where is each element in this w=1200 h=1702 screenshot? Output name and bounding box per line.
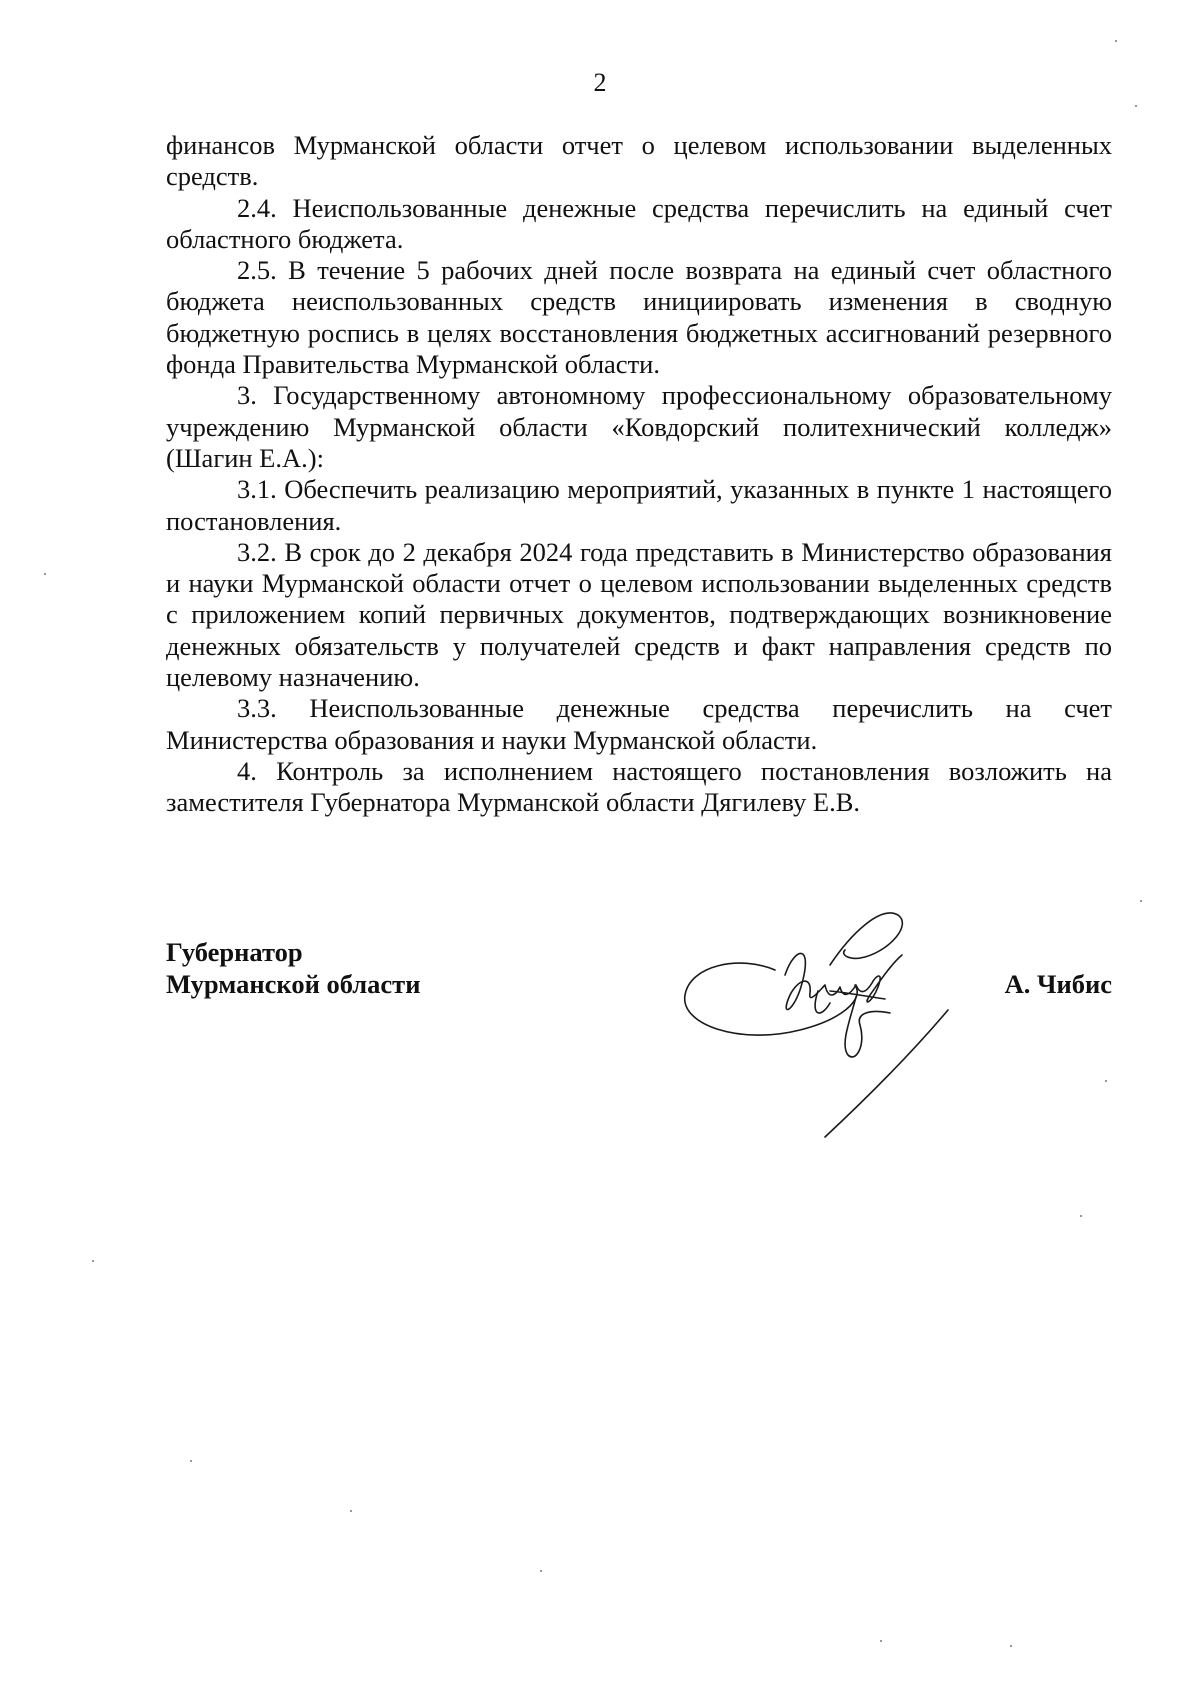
handwritten-signature (680, 895, 980, 1145)
scan-speck (1115, 40, 1117, 42)
scan-speck (1135, 105, 1137, 107)
paragraph-2-5: 2.5. В течение 5 рабочих дней после возврата на единый счет областного бюджета неиспользованных средств инициировать изменения в сводную бюджетную роспись в целях восстановления бюджетных ассигнований резервного фонда Правительства Мурманской области. (166, 255, 1112, 380)
scan-speck (190, 1460, 192, 1462)
scan-speck (880, 1640, 882, 1642)
scan-speck (1010, 1645, 1012, 1647)
signatory-name: А. Чибис (1004, 968, 1112, 999)
scan-speck (350, 1510, 352, 1512)
scan-speck (540, 1570, 542, 1572)
paragraph-3-1: 3.1. Обеспечить реализацию мероприятий, указанных в пункте 1 настоящего постановления. (166, 474, 1112, 536)
scan-speck (44, 573, 46, 575)
paragraph-continuation: финансов Мурманской области отчет о целевом использовании выделенных средств. (166, 130, 1112, 192)
page-number: 2 (593, 68, 607, 97)
signatory-title-line-1: Губернатор (166, 937, 303, 967)
signatory-title-line-2: Мурманской области (166, 968, 421, 999)
document-body (166, 130, 1112, 819)
paragraph-3-3: 3.3. Неиспользованные денежные средства перечислить на счет Министерства образования и науки Мурманской области. (166, 693, 1112, 755)
scan-speck (1080, 1215, 1082, 1217)
scan-speck (92, 1260, 94, 1262)
signatory-title (166, 937, 420, 1000)
paragraph-3-2: 3.2. В срок до 2 декабря 2024 года представить в Министерство образования и науки Мурманской области отчет о целевом использовании выделенных средств с приложением копий первичных документов, подтверждающих возникновение денежных обязательств у получателей средств и факт направления средств по целевому назначению. (166, 536, 1112, 693)
paragraph-4: 4. Контроль за исполнением настоящего постановления возложить на заместителя Губернатора Мурманской области Дягилеву Е.В. (166, 755, 1112, 818)
scan-speck (1140, 900, 1142, 902)
scan-speck (1105, 1080, 1107, 1082)
paragraph-2-4: 2.4. Неиспользованные денежные средства перечислить на единый счет областного бюджета. (166, 192, 1112, 254)
paragraph-3: 3. Государственному автономному профессиональному образовательному учреждению Мурманской области «Ковдорский политехнический колледж» (Шагин Е.А.): (166, 380, 1112, 473)
